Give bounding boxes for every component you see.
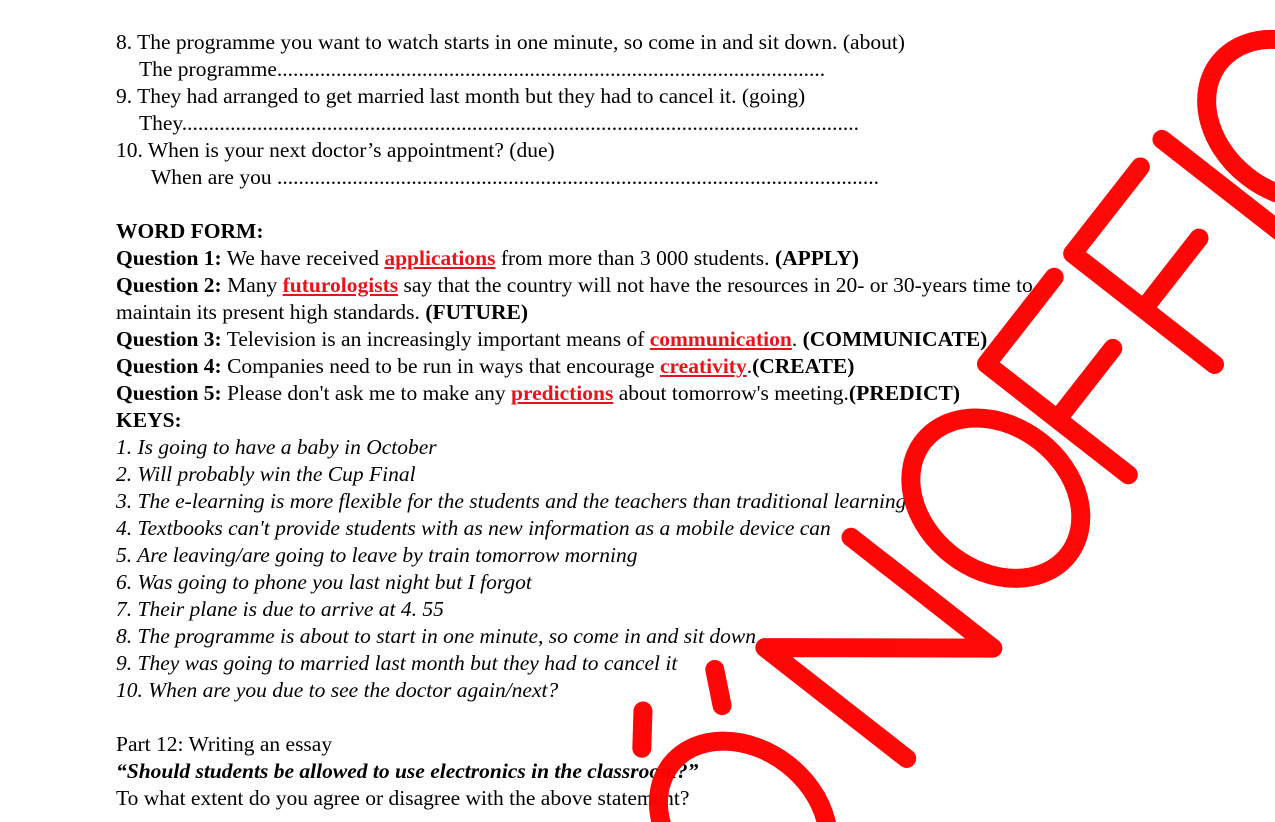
- question-text-after: from more than 3 000 students.: [495, 246, 775, 270]
- answer-word: predictions: [511, 381, 614, 405]
- answer-word: applications: [384, 246, 496, 270]
- question-text-after: say that the country will not have the resources in 20- or 30-years time to: [398, 273, 1033, 297]
- answer-word: creativity: [659, 354, 747, 378]
- answer-word: futurologists: [282, 273, 399, 297]
- key-item: 4. Textbooks can't provide students with as new information as a mobile device can: [116, 516, 831, 540]
- word-form-question-2: [116, 272, 1033, 299]
- key-item: 2. Will probably win the Cup Final: [116, 462, 416, 486]
- word-form-question-3: [116, 326, 987, 353]
- root-word: (PREDICT): [848, 381, 960, 405]
- answer-word: communication: [649, 327, 792, 351]
- essay-part-title: Part 12: Writing an essay: [116, 732, 333, 756]
- question-text-before: Companies need to be run in ways that encourage: [221, 354, 660, 378]
- question-text-before: Please don't ask me to make any: [221, 381, 511, 405]
- exercise-8-blank: The programme......................................................................................................: [139, 57, 826, 81]
- root-word: (FUTURE): [425, 300, 529, 324]
- exercise-8-prompt: 8. The programme you want to watch starts in one minute, so come in and sit down. (about): [116, 30, 905, 54]
- question-label: Question 3:: [116, 327, 222, 351]
- word-form-question-2-continued: [116, 299, 528, 326]
- question-text-after: .: [791, 327, 803, 351]
- key-item: 10. When are you due to see the doctor again/next?: [116, 678, 559, 702]
- question-text-before: We have received: [221, 246, 385, 270]
- root-word: (CREATE): [752, 354, 855, 378]
- key-item: 1. Is going to have a baby in October: [116, 435, 437, 459]
- question-text-before: Many: [221, 273, 283, 297]
- root-word: (COMMUNICATE): [802, 327, 988, 351]
- question-label: Question 4:: [116, 354, 222, 378]
- key-item: 5. Are leaving/are going to leave by train tomorrow morning: [116, 543, 638, 567]
- question-label: Question 5:: [116, 381, 222, 405]
- question-text-before: Television is an increasingly important means of: [221, 327, 650, 351]
- key-item: 9. They was going to married last month but they had to cancel it: [116, 651, 678, 675]
- essay-question: “Should students be allowed to use electronics in the classroom?”: [116, 759, 699, 783]
- question-label: Question 2:: [116, 273, 222, 297]
- key-item: 7. Their plane is due to arrive at 4. 55: [116, 597, 444, 621]
- essay-instruction: To what extent do you agree or disagree with the above statement?: [116, 786, 690, 810]
- word-form-question-5: [116, 380, 960, 407]
- word-form-question-1: [116, 245, 859, 272]
- exercise-9-blank: They..............................................................................................................................: [139, 111, 860, 135]
- key-item: 6. Was going to phone you last night but I forgot: [116, 570, 532, 594]
- question-text-continued: maintain its present high standards.: [116, 300, 426, 324]
- exercise-9-prompt: 9. They had arranged to get married last month but they had to cancel it. (going): [116, 84, 806, 108]
- exercise-10-prompt: 10. When is your next doctor’s appointment? (due): [116, 138, 555, 162]
- word-form-question-4: [116, 353, 854, 380]
- exercise-10-blank: When are you ................................................................................................................: [151, 165, 879, 189]
- keys-heading: KEYS:: [116, 408, 182, 432]
- root-word: (APPLY): [774, 246, 859, 270]
- question-text-after: .: [746, 354, 753, 378]
- key-item: 8. The programme is about to start in one minute, so come in and sit down: [116, 624, 757, 648]
- question-label: Question 1:: [116, 246, 222, 270]
- key-item: 3. The e-learning is more flexible for the students and the teachers than traditional learning: [116, 489, 907, 513]
- word-form-heading: WORD FORM:: [116, 219, 264, 243]
- question-text-after: about tomorrow's meeting.: [613, 381, 849, 405]
